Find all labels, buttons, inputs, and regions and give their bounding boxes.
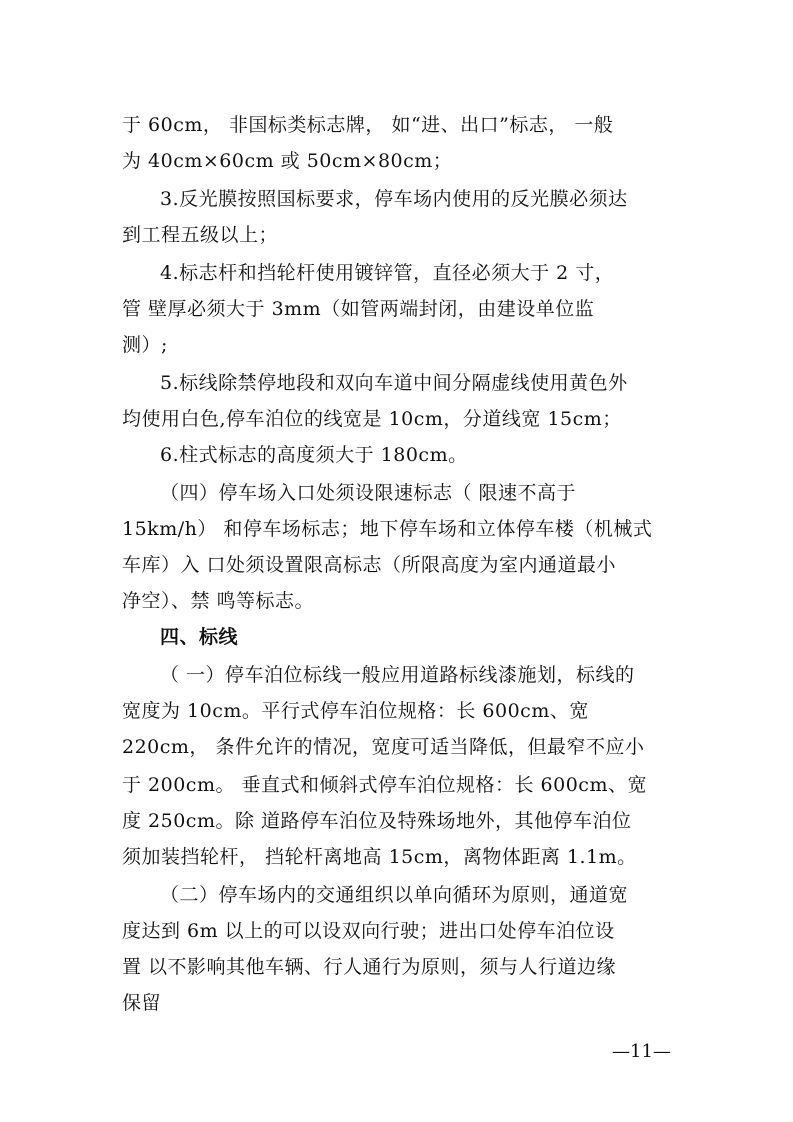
text-line-10: 6.柱式标志的高度须大于 180cm。 <box>160 444 468 466</box>
text-line-24: 置 以不影响其他车辆、行人通行为原则，须与人行道边缘 <box>122 956 617 978</box>
text-line-25: 保留 <box>122 992 162 1014</box>
text-line-20: 度 250cm。除 道路停车泊位及特殊场地外，其他停车泊位 <box>122 810 632 832</box>
text-line-21: 须加装挡轮杆， 挡轮杆离地高 15cm，离物体距离 1.1m。 <box>122 846 637 868</box>
text-line-5: 4.标志杆和挡轮杆使用镀锌管，直径必须大于 2 寸， <box>160 262 615 284</box>
text-line-12: 15km/h） 和停车场标志；地下停车场和立体停车楼（机械式 <box>122 518 653 540</box>
text-line-13: 车库）入 口处须设置限高标志（所限高度为室内通道最小 <box>122 554 617 576</box>
text-line-23: 度达到 6m 以上的可以设双向行驶；进出口处停车泊位设 <box>122 920 615 942</box>
text-line-22: （二）停车场内的交通组织以单向循环为原则，通道宽 <box>160 884 629 906</box>
text-line-18: 220cm， 条件允许的情况，宽度可适当降低，但最窄不应小 <box>122 736 645 758</box>
text-line-19: 于 200cm。 垂直式和倾斜式停车泊位规格：长 600cm、宽 <box>122 774 647 796</box>
text-line-4: 到工程五级以上； <box>122 224 279 246</box>
text-line-16: （ 一）停车泊位标线一般应用道路标线漆施划，标线的 <box>160 664 635 686</box>
text-line-7: 测）; <box>122 334 168 356</box>
text-line-9: 均使用白色,停车泊位的线宽是 10cm，分道线宽 15cm； <box>122 408 622 430</box>
text-line-6: 管 壁厚必须大于 3mm（如管两端封闭，由建设单位监 <box>122 298 595 320</box>
page-number: —11— <box>612 1041 671 1062</box>
text-line-17: 宽度为 10cm。平行式停车泊位规格：长 600cm、宽 <box>122 700 589 722</box>
text-line-11: （四）停车场入口处须设限速标志（ 限速不高于 <box>160 482 577 504</box>
section-heading-markings: 四、标线 <box>160 626 239 648</box>
text-line-1: 于 60cm， 非国标类标志牌， 如“进、出口”标志， 一般 <box>122 114 614 136</box>
text-line-3: 3.反光膜按照国标要求，停车场内使用的反光膜必须达 <box>160 188 628 210</box>
text-line-14: 净空）、禁 鸣等标志。 <box>122 590 315 612</box>
text-line-8: 5.标线除禁停地段和双向车道中间分隔虚线使用黄色外 <box>160 372 628 394</box>
text-line-2: 为 40cm×60cm 或 50cm×80cm； <box>122 150 453 172</box>
